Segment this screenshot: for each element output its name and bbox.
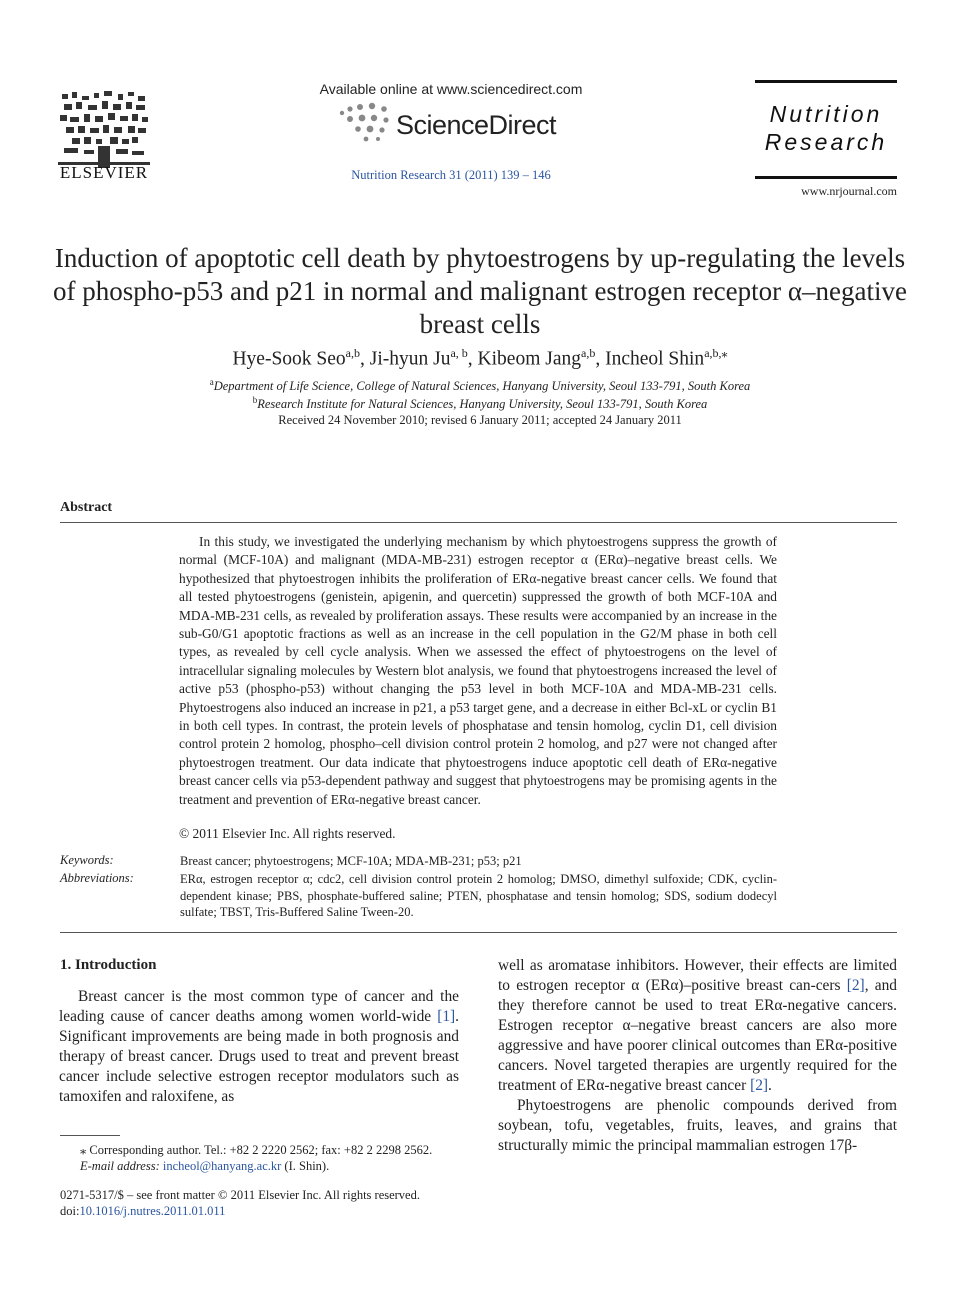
author-separator: ,	[595, 348, 606, 370]
abstract-copyright: © 2011 Elsevier Inc. All rights reserved.	[179, 826, 396, 841]
author: Ji-hyun Ju	[369, 348, 451, 370]
affiliation-mark: a	[209, 377, 214, 387]
corresponding-author-note: ⁎ Corresponding author. Tel.: +82 2 2220 2562; fax: +82 2 2298 2562.	[80, 1143, 433, 1157]
journal-title-line1: Nutrition	[769, 101, 883, 127]
author: Incheol Shin	[605, 348, 705, 370]
intro-text: . Significant improvements are being made in both prognosis and therapy of breast cancer. Drugs used to treat and prevent breast cancer include selective estrogen receptor modulators such as tamoxifen and raloxifene, as	[59, 1008, 459, 1105]
intro-text: .	[768, 1077, 772, 1094]
article-title: Induction of apoptotic cell death by phytoestrogens by up-regulating the levels of phospho-p53 and p21 in normal and malignant estrogen receptor α–negative breast cells	[53, 243, 907, 339]
right-column-text	[498, 956, 897, 1156]
left-column-text	[59, 987, 459, 1107]
affiliation-mark: b	[252, 395, 258, 405]
email-label: E-mail address:	[80, 1159, 160, 1173]
available-online[interactable]: Available online at www.sciencedirect.com	[319, 81, 583, 97]
section-heading-introduction: 1. Introduction	[60, 957, 157, 973]
issn-note: 0271-5317/$ – see front matter © 2011 Elsevier Inc. All rights reserved.	[60, 1188, 420, 1202]
author-affiliation-mark: a,b,⁎	[704, 346, 728, 360]
affiliation-text: Research Institute for Natural Sciences, Hanyang University, Seoul 133-791, South Korea	[257, 397, 708, 412]
intro-paragraph-continued	[498, 956, 897, 1096]
sciencedirect-wordmark: ScienceDirect	[396, 110, 557, 140]
doi-link[interactable]: 10.1016/j.nutres.2011.01.011	[79, 1204, 226, 1218]
affiliation	[50, 377, 910, 394]
journal-url[interactable]: www.nrjournal.com	[801, 184, 897, 198]
journal-title-line2: Research	[764, 129, 888, 155]
reference-link[interactable]: [1]	[437, 1008, 456, 1025]
abbreviations-text: ERα, estrogen receptor α; cdc2, cell division control protein 2 homolog; DMSO, dimethyl sulfoxide; CDK, cyclin-dependent kinase; PBS, phosphate-buffered saline; PTEN, phosphatase and tensin homolog; SDS, sodium dodecyl sulfate; TBST, Tris-Buffered Saline Tween-20.	[180, 872, 777, 919]
publisher-name: ELSEVIER	[59, 163, 149, 182]
reference-link[interactable]: [2]	[750, 1077, 769, 1094]
author-list	[50, 346, 910, 371]
email-link[interactable]: incheol@hanyang.ac.kr	[162, 1159, 282, 1173]
author-separator: ,	[467, 348, 478, 370]
intro-paragraph	[59, 987, 459, 1107]
keywords-text: Breast cancer; phytoestrogens; MCF-10A; MDA-MB-231; p53; p21	[180, 854, 522, 868]
author-affiliation-mark: a,b	[345, 346, 360, 360]
affiliation	[50, 395, 910, 412]
email-note	[60, 1159, 480, 1174]
reference-link[interactable]: [2]	[846, 977, 865, 994]
journal-title-rule-top	[755, 80, 897, 83]
doi-note	[60, 1204, 225, 1219]
journal-citation-link[interactable]: Nutrition Research 31 (2011) 139 – 146	[351, 168, 551, 182]
author-affiliation-mark: a, b	[450, 346, 468, 360]
journal-title-rule-bottom	[755, 176, 897, 179]
intro-text: , and they therefore cannot be used to treat ERα-negative cancers. Estrogen receptor α–negative breast cancers are also more aggressive and have poorer clinical outcomes than ERα-positive cancers. Novel targeted therapies are urgently required for the treatment of ERα-negative breast cancer	[498, 977, 898, 1094]
received-dates: Received 24 November 2010; revised 6 January 2011; accepted 24 January 2011	[278, 413, 682, 427]
keywords-label: Keywords:	[60, 853, 114, 867]
author-separator: ,	[360, 348, 370, 370]
abstract-paragraph: In this study, we investigated the underlying mechanism by which phytoestrogens suppress the growth of normal (MCF-10A) and malignant (MDA-MB-231) estrogen receptor α (ERα)–negative breast cells. We hypothesized that phytoestrogen inhibits the proliferation of ERα-negative breast cancer cells. We found that all tested phytoestrogens (genistein, apigenin, and quercetin) suppressed the growth of both MCF-10A and MDA-MB-231 cells, as revealed by proliferation assays. These results were accompanied by an increase in the sub-G0/G1 apoptotic fractions as well as an increase in the cell population in the G2/M phase in both cell types, as revealed by cell cycle analysis. When we assessed the effect of phytoestrogens on the level of intracellular signaling molecules by Western blot analysis, we found that phytoestrogens increased the level of active p53 (phospho-p53) without changing the p53 level in both MCF-10A and MDA-MB-231 cells. Phytoestrogens also induced an increase in p21, a p53 target gene, and a decrease in either Bcl-xL or cyclin B1 in both cell types. In contrast, the protein levels of phosphatase and tensin homolog, cyclin D1, cell division control protein 2 homolog, phospho–cell division control protein 2 homolog, and p27 were not changed after phytoestrogen treatment. Our data indicate that phytoestrogens induce apoptotic cell death of ERα-negative breast cancer cells via p53-dependent pathway and suggest that phytoestrogens may be promising agents in the treatment and prevention of ERα-negative breast cancer.	[179, 534, 777, 807]
author-affiliation-mark: a,b	[581, 346, 596, 360]
abstract-rule-top	[60, 522, 897, 523]
affiliation-text: Department of Life Science, College of Natural Sciences, Hanyang University, Seoul 133-791, South Korea	[213, 379, 751, 394]
author: Kibeom Jang	[477, 348, 581, 370]
author: Hye-Sook Seo	[232, 348, 346, 370]
email-suffix: (I. Shin).	[281, 1159, 330, 1173]
abstract-rule-bottom	[60, 932, 897, 933]
intro-text: Breast cancer is the most common type of cancer and the leading cause of cancer deaths among women world-wide	[59, 988, 459, 1025]
abbreviations-label: Abbreviations:	[60, 871, 134, 885]
abstract-body	[179, 533, 777, 809]
footnote-rule	[60, 1135, 120, 1136]
intro-paragraph: Phytoestrogens are phenolic compounds derived from soybean, tofu, vegetables, fruits, leaves, and grains that structurally mimic the principal mammalian estrogen 17β-	[498, 1097, 897, 1154]
intro-text: well as aromatase inhibitors. However, their effects are limited to estrogen receptor α (ERα)–positive breast can-cers	[498, 957, 897, 994]
doi-label: doi:	[60, 1204, 80, 1218]
abstract-heading: Abstract	[60, 500, 113, 515]
